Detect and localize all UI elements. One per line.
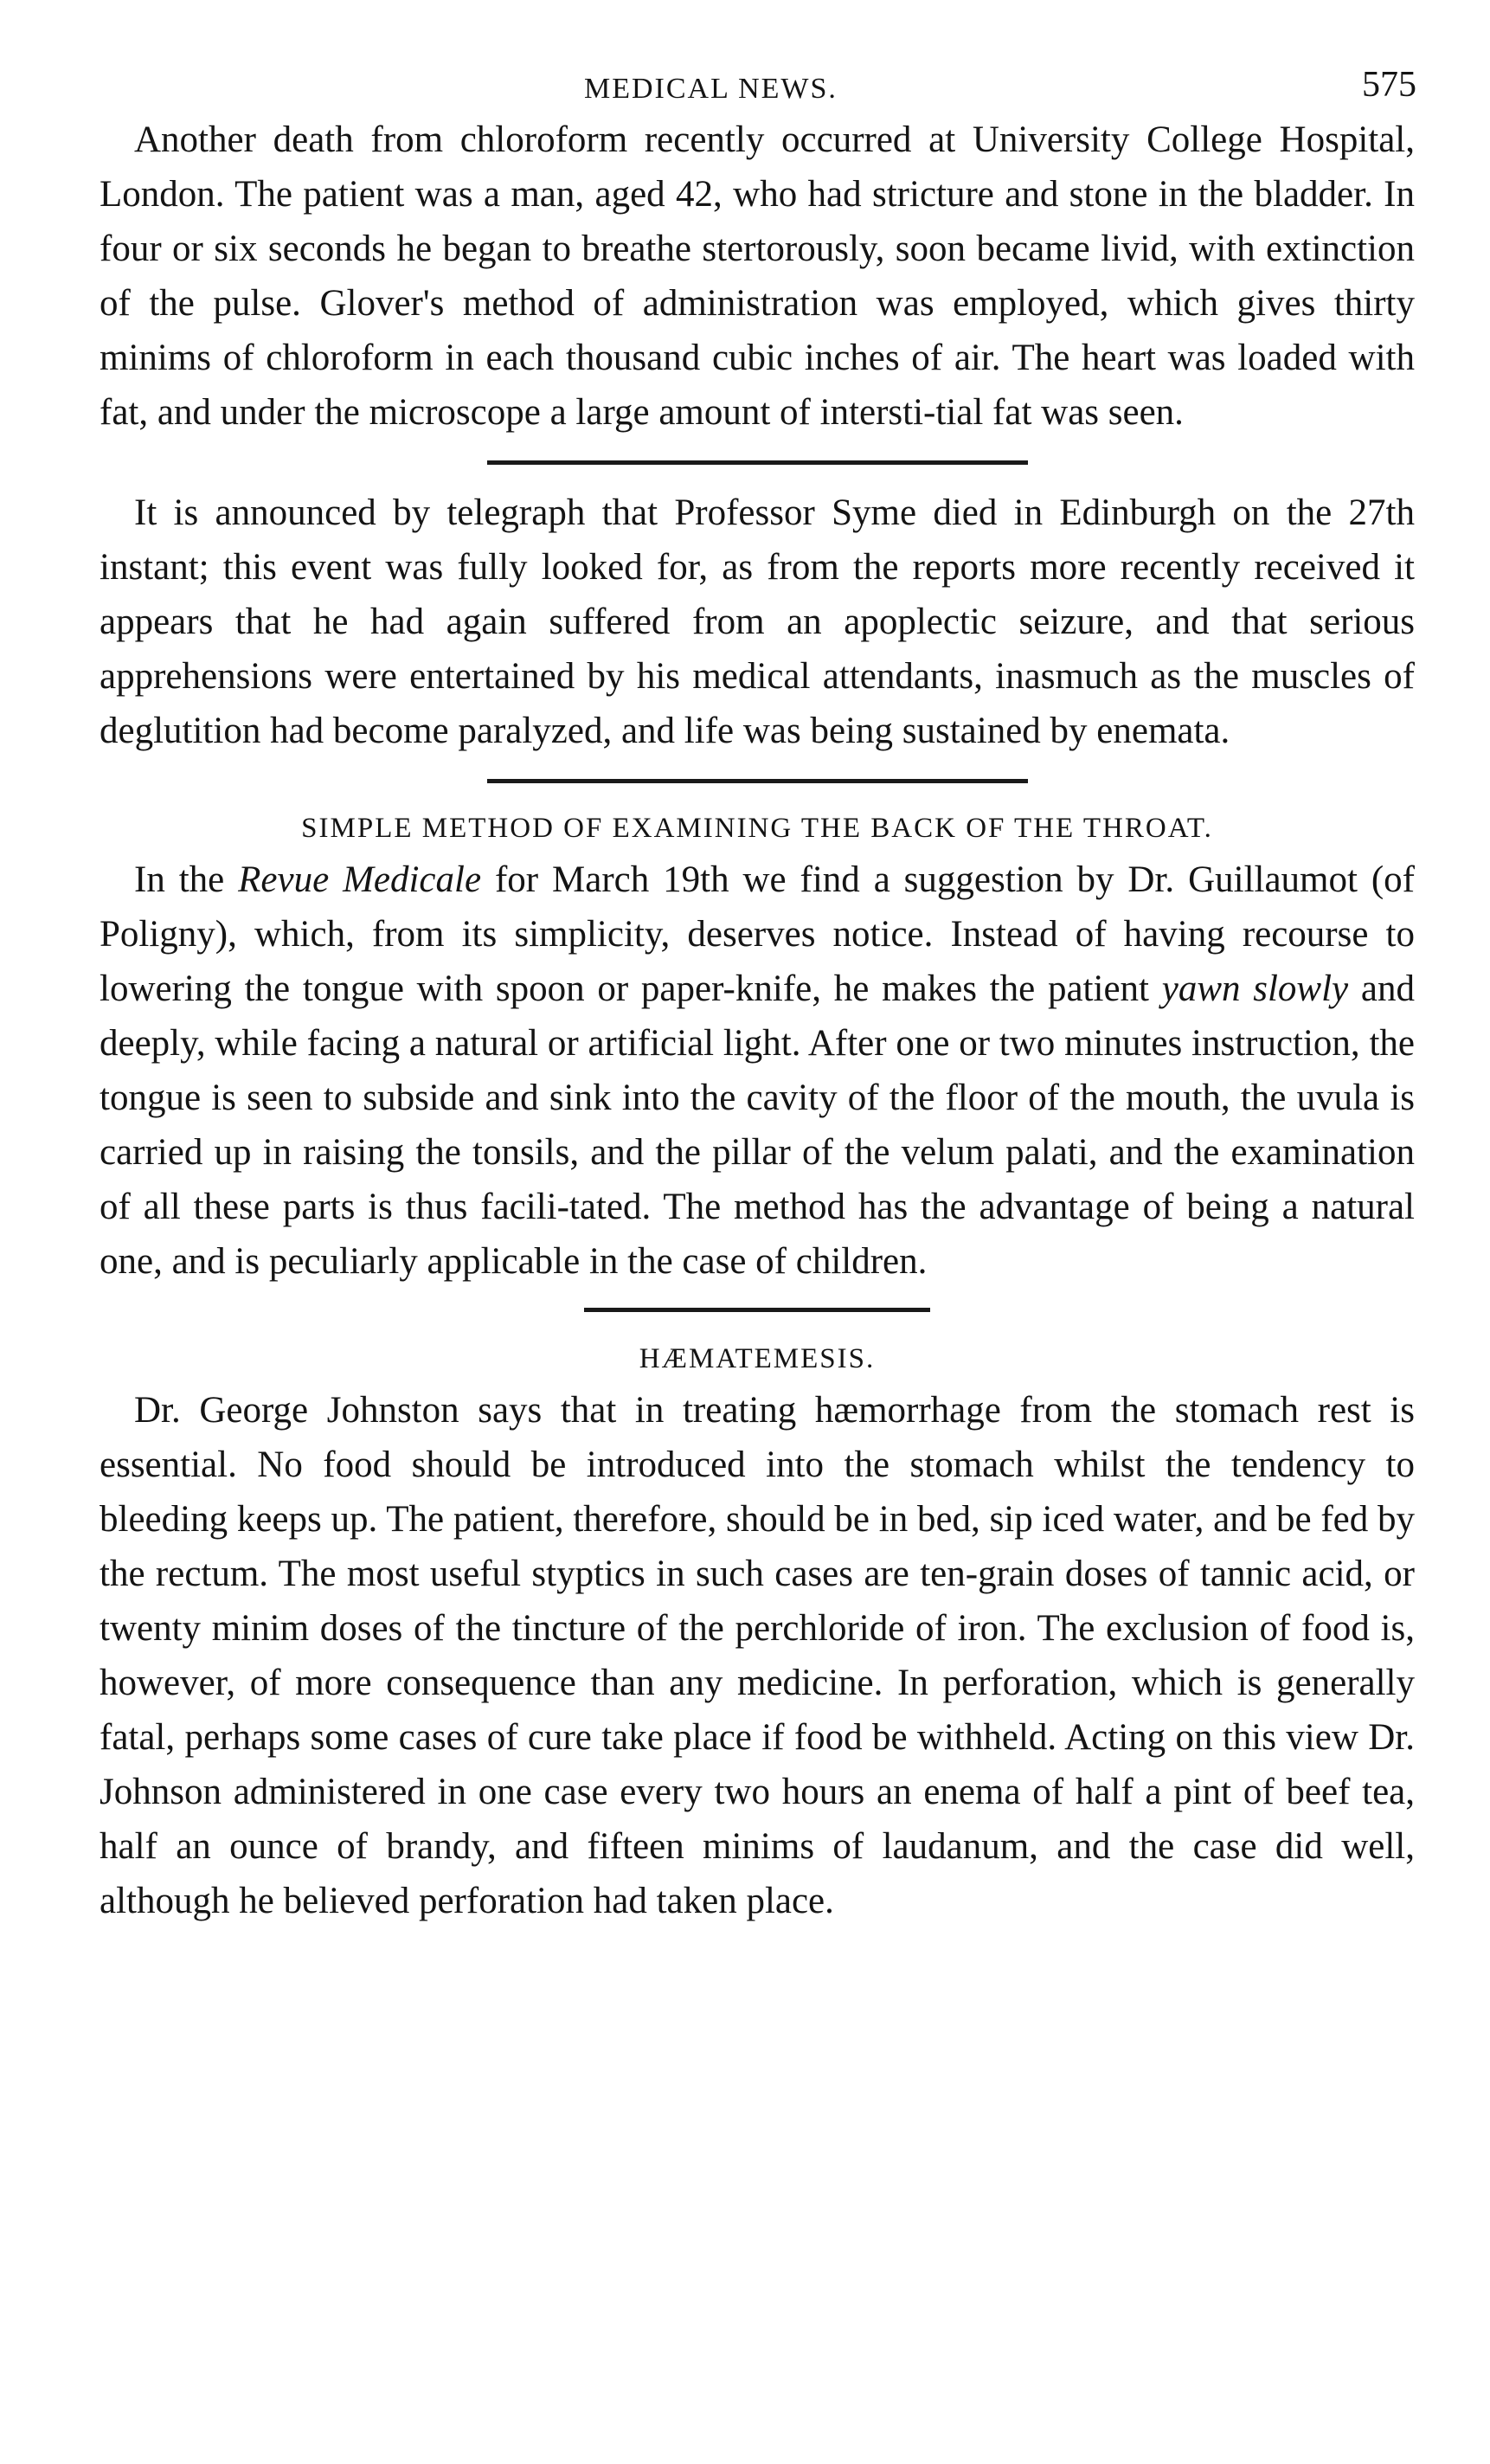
- text-run: In the: [134, 859, 239, 900]
- article-chloroform-death: Another death from chloroform recently occurred at University College Hospital, London. The patient was a man, aged 42, who had stricture and stone in the bladder. In four or six seconds he began to breathe stertorously, soon became livid, with extinction of the pulse. Glover's method of administration was employed, which gives thirty minims of chloroform in each thousand cubic inches of air. The heart was loaded with fat, and under the microscope a large amount of intersti-tial fat was seen.: [100, 119, 1415, 433]
- section-divider: [487, 779, 1028, 783]
- heading-haematemesis: HÆMATEMESIS.: [639, 1343, 876, 1374]
- heading-throat-examination: SIMPLE METHOD OF EXAMINING THE BACK OF THE THROAT.: [301, 813, 1213, 844]
- section-divider: [487, 460, 1028, 465]
- page: [100, 61, 1415, 1928]
- article-haematemesis: Dr. George Johnston says that in treating hæmorrhage from the stomach rest is essential. No food should be introduced into the stomach whilst the tendency to bleeding keeps up. The patient, therefore, should be in bed, sip iced water, and be fed by the rectum. The most useful styptics in such cases are ten-grain doses of tannic acid, or twenty minim doses of the tincture of the perchloride of iron. The exclusion of food is, however, of more consequence than any medicine. In perforation, which is generally fatal, perhaps some cases of cure take place if food be withheld. Acting on this view Dr. Johnson administered in one case every two hours an enema of half a pint of beef tea, half an ounce of brandy, and fifteen minims of laudanum, and the case did well, although he believed perforation had taken place.: [100, 1390, 1415, 1921]
- article-throat-examination: [100, 852, 1415, 1289]
- text-run: for March 19th we find a suggestion by Dr. Guillaumot (of Poligny), which, from its simplicity, deserves notice. Instead of having recourse to lowering the tongue with spoon or paper-knife, he makes the patient: [100, 859, 1415, 1009]
- running-header: [100, 61, 1415, 113]
- section-divider: [584, 1308, 930, 1312]
- running-title: MEDICAL NEWS.: [584, 73, 838, 105]
- article-professor-syme: It is announced by telegraph that Professor Syme died in Edinburgh on the 27th instant; this event was fully looked for, as from the reports more recently received it appears that he had again suffered from an apoplectic seizure, and that serious apprehensions were entertained by his medical attendants, inasmuch as the muscles of deglutition had become paralyzed, and life was being sustained by enemata.: [100, 492, 1415, 751]
- emphasis-text: yawn slowly: [1161, 968, 1349, 1009]
- journal-title: Revue Medicale: [238, 859, 482, 900]
- page-number: 575: [1362, 65, 1416, 105]
- text-run: and deeply, while facing a natural or artificial light. After one or two minutes instruction, the tongue is seen to subside and sink into the cavity of the floor of the mouth, the uvula is carried up in raising the tonsils, and the pillar of the velum palati, and the examination of all these parts is thus facili-tated. The method has the advantage of being a natural one, and is peculiarly applicable in the case of children.: [100, 968, 1415, 1282]
